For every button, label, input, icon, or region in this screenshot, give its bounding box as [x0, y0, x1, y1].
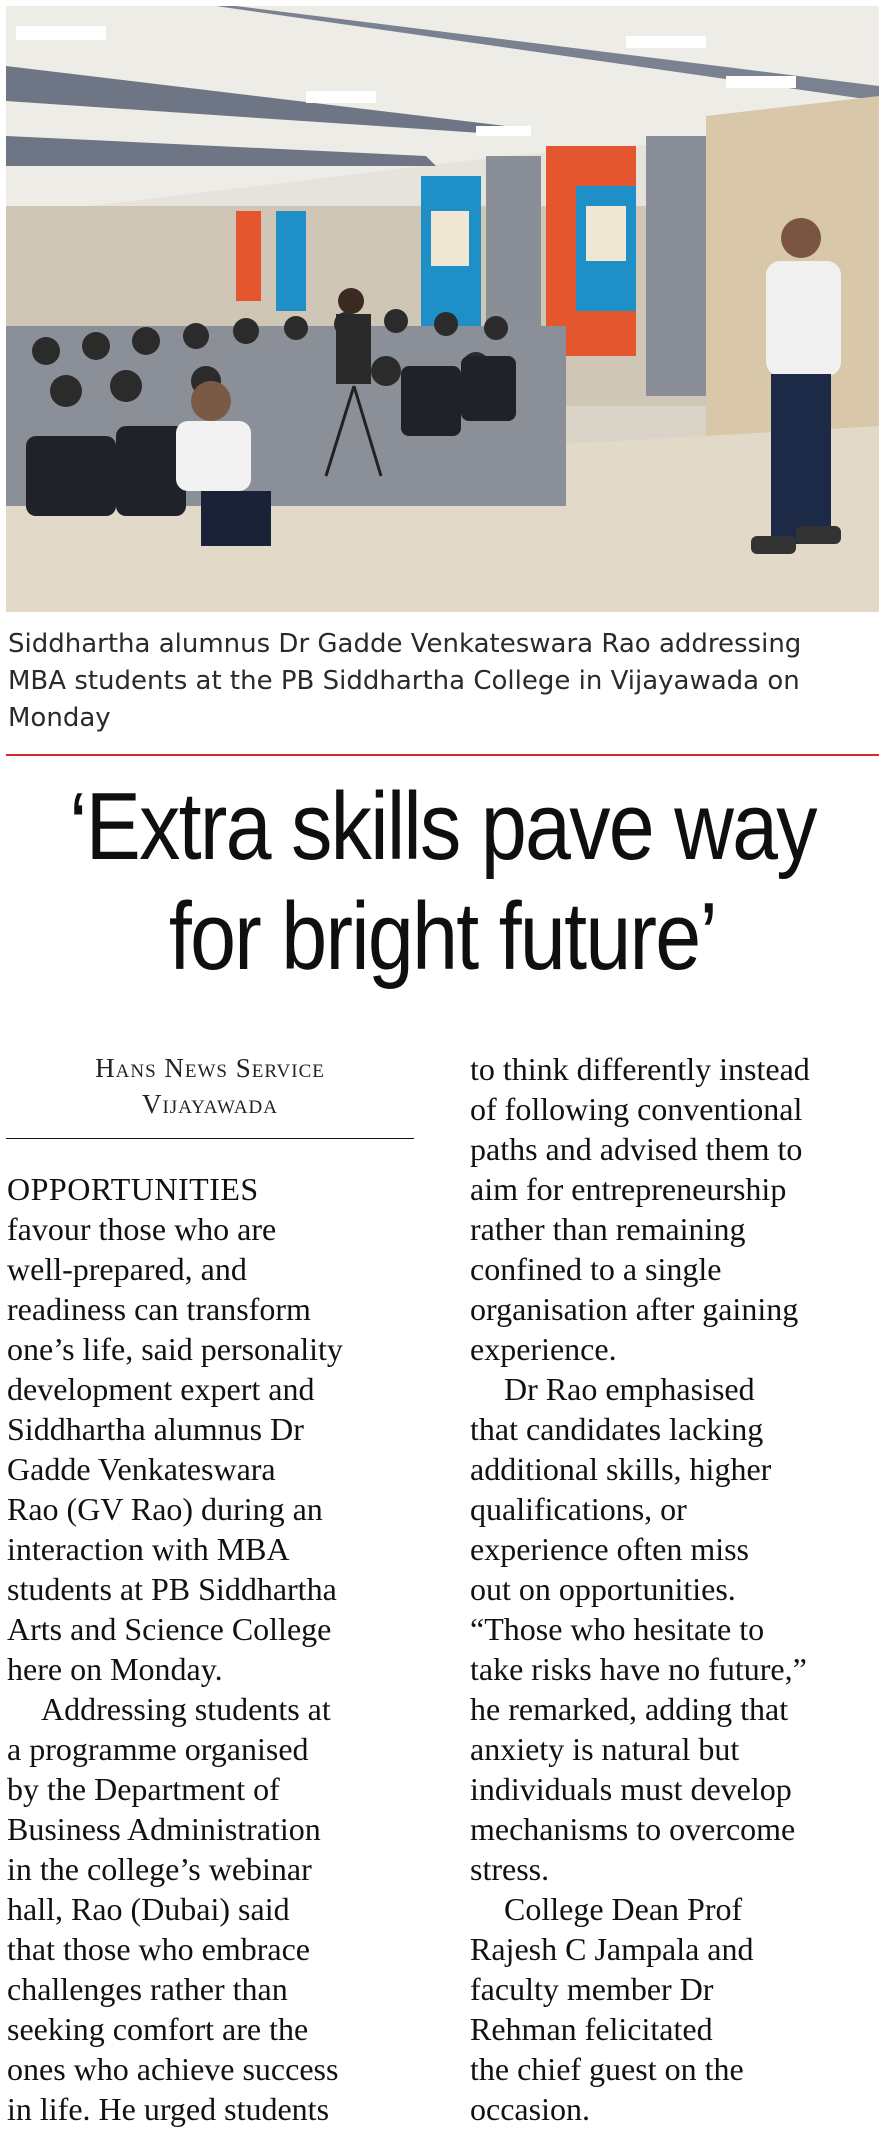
byline — [6, 1050, 414, 1122]
caption-line: Siddhartha alumnus Dr Gadde Venkateswara Rao addressing — [8, 629, 802, 659]
article-line: aim for entrepreneurship — [470, 1171, 787, 1207]
article-line: experience often miss — [470, 1531, 749, 1567]
article-line: challenges rather than — [7, 1971, 288, 2007]
photo-illustration — [6, 6, 879, 612]
photo-caption — [8, 626, 876, 737]
article-line: that those who embrace — [7, 1931, 310, 1967]
article-line: he remarked, adding that — [470, 1691, 789, 1727]
article-line: additional skills, higher — [470, 1451, 772, 1487]
section-divider — [6, 754, 879, 756]
article-line: Dr Rao emphasised — [504, 1371, 755, 1407]
article-line: take risks have no future,” — [470, 1651, 807, 1687]
article-line: experience. — [470, 1331, 617, 1367]
caption-line: Monday — [8, 703, 111, 733]
article-line: readiness can transform — [7, 1291, 311, 1327]
article-line: College Dean Prof — [504, 1891, 743, 1927]
article-line: Rao (GV Rao) during an — [7, 1491, 323, 1527]
article-line: seeking comfort are the — [7, 2011, 309, 2047]
article-line: hall, Rao (Dubai) said — [7, 1891, 290, 1927]
article-line: stress. — [470, 1851, 550, 1887]
news-photo — [6, 6, 879, 612]
headline — [67, 772, 818, 992]
article-line: interaction with MBA — [7, 1531, 290, 1567]
byline-source: Hans News Service — [95, 1053, 325, 1083]
article-line: occasion. — [470, 2091, 590, 2127]
article-line: the chief guest on the — [470, 2051, 744, 2087]
article-line: to think differently instead — [470, 1051, 810, 1087]
article-line: faculty member Dr — [470, 1971, 714, 2007]
article-line: that candidates lacking — [470, 1411, 764, 1447]
article-line: Rajesh C Jampala and — [470, 1931, 754, 1967]
article-line: here on Monday. — [7, 1651, 223, 1687]
article-line: organisation after gaining — [470, 1291, 799, 1327]
article-line: confined to a single — [470, 1251, 722, 1287]
article-line: a programme organised — [7, 1731, 309, 1767]
article-line: Gadde Venkateswara — [7, 1451, 276, 1487]
article-line: of following conventional — [470, 1091, 803, 1127]
article-line: ones who achieve success — [7, 2051, 339, 2087]
article-line: qualifications, or — [470, 1491, 687, 1527]
article-line: mechanisms to overcome — [470, 1811, 796, 1847]
article-line: paths and advised them to — [470, 1131, 803, 1167]
article-line: rather than remaining — [470, 1211, 746, 1247]
byline-location: Vijayawada — [141, 1089, 278, 1119]
article-line: “Those who hesitate to — [470, 1611, 765, 1647]
article-line: in life. He urged students — [7, 2091, 330, 2127]
article-column-2 — [470, 1049, 882, 2129]
article-line: individuals must develop — [470, 1771, 792, 1807]
article-line: Siddhartha alumnus Dr — [7, 1411, 304, 1447]
article-line: favour those who are — [7, 1211, 277, 1247]
article-line: one’s life, said personality — [7, 1331, 343, 1367]
article-line: students at PB Siddhartha — [7, 1571, 337, 1607]
caption-line: MBA students at the PB Siddhartha College in Vijayawada on — [8, 666, 800, 696]
article-line: Business Administration — [7, 1811, 321, 1847]
article-line: OPPORTUNITIES — [7, 1171, 259, 1207]
headline-line: ‘Extra skills pave way — [69, 773, 816, 880]
article-column-1 — [7, 1169, 417, 2129]
article-line: by the Department of — [7, 1771, 280, 1807]
headline-line: for bright future’ — [168, 883, 717, 990]
article-line: Addressing students at — [41, 1691, 331, 1727]
article-line: Rehman felicitated — [470, 2011, 713, 2047]
article-line: in the college’s webinar — [7, 1851, 312, 1887]
article-line: out on opportunities. — [470, 1571, 736, 1607]
byline-divider — [6, 1138, 414, 1139]
article-line: anxiety is natural but — [470, 1731, 740, 1767]
article-line: well-prepared, and — [7, 1251, 247, 1287]
article-line: development expert and — [7, 1371, 315, 1407]
article-line: Arts and Science College — [7, 1611, 332, 1647]
